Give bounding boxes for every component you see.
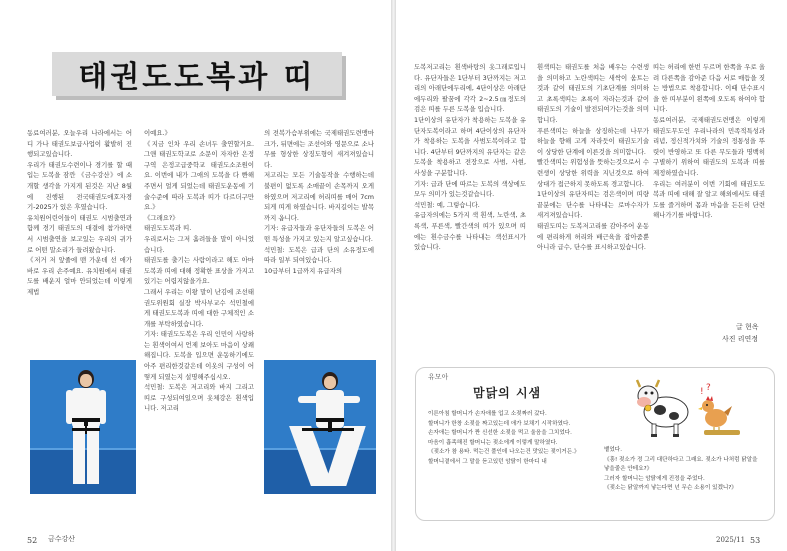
paragraph: 《저거 저 앞줄에 맨 가운데 선 애가 바로 우리 손주예요. 유치원에서 태권도를 배운지 얼마 안되었는데 이렇게 제법 [27,256,132,296]
paragraph: 기자: 유급자들과 유단자들의 도복은 어떤 특성을 가지고 있는지 알고싶습니다. [264,224,374,243]
article-title-box [52,52,342,96]
hen-icon [698,383,740,435]
paragraph: 의 전복가슴부위에는 국제태권도련맹마크가, 뒤면에는 조선어와 영문으로 소나무를 형상한 상징도형이 새겨져있습니다. [264,129,374,169]
left-column-1 [27,128,132,353]
humor-line: 뱉었다. [604,447,622,453]
paragraph: 이예요.》 [144,129,171,137]
paragraph: 흰색띠는 태권도를 처음 배우는 수련생을 의미하고 노란색띠는 새싹이 움트는것과 같이 태권도의 기초단계를 의미하고 초록색띠는 초록이 자라는것과 같이 태권도의 기술이 발전되여가는것을 의미합니다. [537,63,649,124]
paragraph: 석민철: 도복은 급과 단의 소유정도에 따라 일부 되여있습니다. [264,245,374,265]
paragraph: 우리는 여러분이 이번 기회에 태권도도복과 띠에 대해 잘 알고 해외에서도 태권도를 즐거하며 몸과 마음을 든든히 단련해나가기를 바랍니다. [653,179,765,220]
paragraph: 유치원어린이들이 태권도 시범출연과 함께 경기 태권도의 대결에 참가하면서 시범출연을 보고있는 우리의 귀가로 어떤 말소리가 들려왔습니다. [27,213,132,254]
article-title: 태권도도복과 띠 [78,60,316,95]
humor-line: 할머니가 한창 소젖을 짜고있는데 애가 보채기 시작하였다. [428,420,571,427]
left-column-2 [144,128,254,508]
humor-line: 《젖소는 닭알까지 낳는다면 넌 무슨 소용이 있겠니?》 [604,485,737,492]
humor-line: 이른아침 할머니가 손자애를 업고 소젖짜러 갔다. [428,411,547,417]
humor-line: 《젖소가 참 용타. 먹는건 풀인데 나오는건 맛있는 젖이거든.》 [428,449,580,456]
page-spine [391,0,396,551]
paragraph: 동료여러분, 오늘우리 나라에서는 어디 가나 태권도보급사업이 활발히 진행되고있습니다. [27,129,132,159]
paragraph: 석민철: 도복은 저고리와 바지 그리고 띠로 구성되여있으며 옷체강은 흰색입니다. 저고리 [144,383,254,413]
credit-writer: 글 현옥 [736,323,759,331]
paragraph: 1단이상의 유단자가 착용하는 도복을 유단자도복이라고 하며 4단이상의 유단자가 착용하는 도복을 사범도복이라고 합니다. 4단부터 9단까지의 유단자는 같은 도복을 착용하고 전장으로 사범, 사현, 사성을 구분합니다. [414,115,526,177]
paragraph: 우리로서는 그저 흘려들을 말이 아니었습니다. [144,234,254,254]
left-page-number: 52 [27,536,38,545]
humor-tag: 유모아 [428,373,449,381]
credit-photographer: 사진 리연정 [722,335,759,343]
paragraph: 태권도도복과 띠. [144,224,192,233]
paragraph: 기자: 급과 단에 따르는 도복의 색상에도 모두 의미가 있는것같습니다. [414,179,526,199]
paragraph: 태권도를 출기는 사람이라고 해도 아마 도복과 띠에 대해 정확한 표상을 가지고있기는 어렵지않을가요. [144,256,254,286]
issue-date: 2025/11 [716,536,746,544]
paragraph: 빨간색띠는 위험성을 뜻하는것으로서 수련생이 상당한 위력을 지닌것으로 하여 상대가 접근하지 못하도록 경고합니다. [537,158,649,188]
paragraph: 그래서 우리는 이왕 말이 난김에 조선태권도위원회 실장 박사부교수 석민철에게 태권도도복과 띠에 대한 구체적인 소개를 부탁하였습니다. [144,287,254,328]
paragraph: 도복저고리는 흰색바탕의 옷그래로입니다. 유단자들은 1단부터 3단까지는 저고리의 아래단에두리에, 4단이상은 아래단에두리와 팔꿈에 각각 2~2.5㎝정도의 검은 띠를 두른 도복을 입습니다. [414,63,526,114]
paragraph: 《그래요?》 [144,213,179,222]
humor-line: 할머니곁에서 그 말을 듣고있던 암탉이 한마디 내 [428,458,547,465]
paragraph: 기자: 태권도도복은 우리 인민이 사랑하는 흰색이여서 언제 보아도 마음이 상쾌해집니다. 도복을 입으면 운동하기에도 아주 편리한것같은데 이옷의 구성이 어떻게 되였는지 설명해주십시오. [144,330,254,381]
humor-line: 그러자 할머니는 암탉에게 진정을 주었다. [604,475,705,482]
paragraph: 저고리는 모든 기술동작을 수행하는데 불편이 없도록 소매끝이 손목까지 오게 하였으며 저고리에 허리띠를 매어 7cm되게 띠게 하였습니다. 바지길이는 발목까지 옵니다. [264,171,374,222]
humor-line: 손자애는 할머니가 짠 신선한 소젖을 먹고 울음을 그치었다. [428,430,572,437]
svg-text:?: ? [706,383,711,393]
right-column-2 [537,62,649,352]
paragraph: 띠는 허리에 한번 두르며 한쪽을 우로 올려 다른쪽을 감아준 다음 서로 매듭을 짓는 방법으로 착용합니다. 이때 단수표시을 한 띠부분이 왼쪽에 오도록 하여야 합니다. [653,63,765,114]
cow-and-hen-illustration [636,374,756,440]
paragraph: 10급부터 1급까지 유급자의 [264,266,342,275]
paragraph: 우리가 태권도수련이나 경기를 할 때 입는 도복을 잠깐 《금수강산》에 소개할 생각을 가지게 된것은 지난 8월에 진행된 전국태권도애호자경기-2025가 있은 후였습니다. [27,160,132,212]
photo-taekwondo-girl-stance [264,360,376,494]
paragraph: 석민철: 예, 그렇습니다. [414,200,480,209]
humor-line: 《흥! 젖소가 정 그리 대단하다고 그래요. 젖소가 나처럼 닭알을 낳을줄은 안테요?》 [604,456,758,473]
photo-taekwondo-girl-standing [30,360,136,494]
left-column-3 [264,128,374,353]
cow-icon [637,380,688,437]
magazine-name: 금수강산 [48,535,76,543]
paragraph: 유급자의에는 5가지 색 흰색, 노란색, 초록색, 푸른색, 빨간색의 띠가 있으며 띠에는 흰수금수를 나타내는 색선표시가 있습니다. [414,211,526,252]
right-column-3 [653,62,765,292]
humor-title: 맘닭의 시샘 [473,386,542,400]
right-page-number: 53 [750,536,761,545]
paragraph: 《지금 인차 우리 손녀두 출연할거요. 그앤 태권도학교로 소문이 자자한 은정구역 은정고급중학교 태권도소조원이요. 이번에 내가 그애의 도복을 다 빤해주면서 얼게 되었는데 태권도운동에 기술수준에 따라 도복과 띠가 다르더구만요.》 [144,139,254,212]
paragraph: 푸른색띠는 하늘을 상징하는데 나무가 하늘을 향해 고게 자라듯이 태권도기술이 상당한 단계에 이른것을 의미합니다. [537,126,649,156]
humor-line: 마음이 흡족해진 할머니는 젖소에게 이렇게 말하였다. [428,439,558,446]
right-column-1 [414,62,526,352]
svg-text:!: ! [700,387,704,397]
paragraph: 동료여러분, 국제태권도련맹은 이렇게 태권도무도인 우리나라의 민족적특성과 리념, 정신적가치와 기술의 정통성을 뚜렷이 반영하고 또 다른 무도들과 명백히 구별하기 위하여 태권도의 도복과 띠를 제정하였습니다. [653,115,765,177]
humor-text-left [428,410,596,468]
paragraph: 1단이상의 유단자띠는 검은색이며 띠량끝분에는 단수를 나타내는 로마수자가 새겨져있습니다. [537,190,649,220]
humor-text-right [604,446,764,494]
paragraph: 태권도띠는 도복저고리를 감아주어 운동에 편리하게 허리와 배근육을 잡아줌뿐아니라 급수, 단수를 표시하고있습니다. [537,221,649,252]
